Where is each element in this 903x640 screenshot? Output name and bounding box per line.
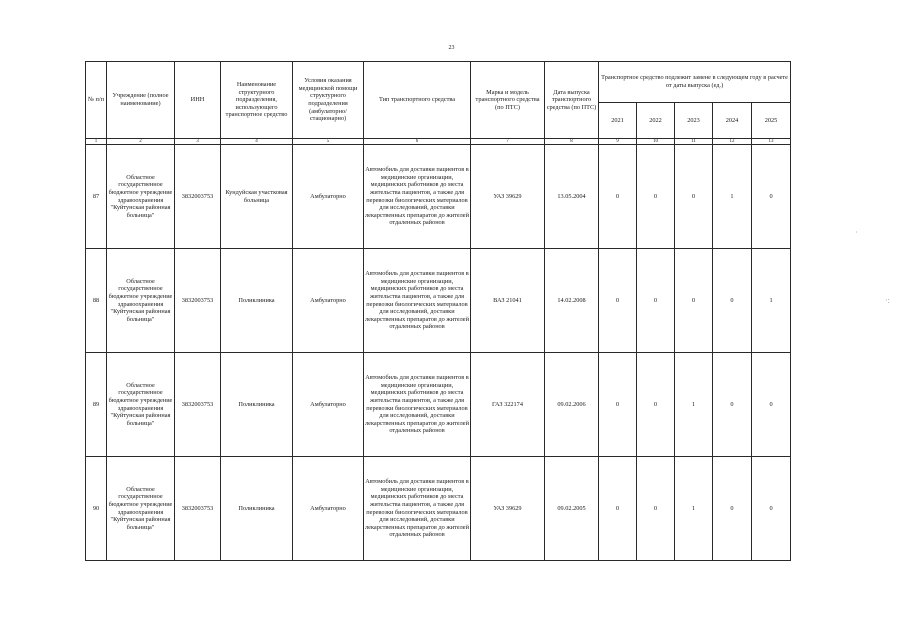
header-year: 2024 <box>713 103 752 139</box>
row-year-value: 0 <box>675 145 713 249</box>
row-inn: 3832003753 <box>175 249 221 353</box>
header-year: 2021 <box>599 103 637 139</box>
column-number: 9 <box>599 139 637 145</box>
row-conditions: Амбулаторно <box>293 457 364 561</box>
row-issue-date: 13.05.2004 <box>545 145 599 249</box>
header-inn: ИНН <box>175 62 221 139</box>
header-year: 2025 <box>752 103 791 139</box>
row-vehicle-type: Автомобиль для доставки пациентов в медицинские организации, медицинских работников до места жительства пациентов, а также для перевозки биологических материалов для исследований, доставки лекарственных препаратов до жителей отдаленных районов <box>364 353 471 457</box>
row-issue-date: 09.02.2005 <box>545 457 599 561</box>
header-year: 2023 <box>675 103 713 139</box>
row-inn: 3832003753 <box>175 353 221 457</box>
row-vehicle-type: Автомобиль для доставки пациентов в медицинские организации, медицинских работников до места жительства пациентов, а также для перевозки биологических материалов для исследований, доставки лекарственных препаратов до жителей отдаленных районов <box>364 145 471 249</box>
row-unit: Кундуйская участковая больница <box>221 145 293 249</box>
row-year-value: 1 <box>752 249 791 353</box>
column-number: 8 <box>545 139 599 145</box>
row-year-value: 0 <box>599 457 637 561</box>
row-year-value: 0 <box>637 145 675 249</box>
row-brand: УАЗ 39629 <box>471 145 545 249</box>
row-year-value: 0 <box>752 457 791 561</box>
column-number: 10 <box>637 139 675 145</box>
row-year-value: 0 <box>675 249 713 353</box>
row-inn: 3832003753 <box>175 457 221 561</box>
column-number: 13 <box>752 139 791 145</box>
row-issue-date: 14.02.2008 <box>545 249 599 353</box>
header-num: № п/п <box>86 62 107 139</box>
column-number: 6 <box>364 139 471 145</box>
row-year-value: 0 <box>752 145 791 249</box>
row-num: 87 <box>86 145 107 249</box>
row-year-value: 0 <box>637 353 675 457</box>
scan-artifact: · <box>855 228 858 237</box>
header-vehicle-type: Тип транспортного средства <box>364 62 471 139</box>
column-number: 2 <box>107 139 175 145</box>
row-institution: Областное государственное бюджетное учреждение здравоохранения "Куйтунская районная больница" <box>107 457 175 561</box>
table-row <box>86 353 791 457</box>
row-year-value: 1 <box>675 353 713 457</box>
header-conditions: Условия оказания медицинской помощи структурного подразделения (амбулаторно/стационарно) <box>293 62 364 139</box>
column-number: 12 <box>713 139 752 145</box>
column-number: 1 <box>86 139 107 145</box>
row-num: 88 <box>86 249 107 353</box>
row-brand: ВАЗ 21041 <box>471 249 545 353</box>
row-year-value: 0 <box>599 249 637 353</box>
row-brand: УАЗ 39629 <box>471 457 545 561</box>
row-vehicle-type: Автомобиль для доставки пациентов в медицинские организации, медицинских работников до места жительства пациентов, а также для перевозки биологических материалов для исследований, доставки лекарственных препаратов до жителей отдаленных районов <box>364 457 471 561</box>
row-conditions: Амбулаторно <box>293 145 364 249</box>
row-year-value: 0 <box>599 145 637 249</box>
header-unit: Наименование структурного подразделения, использующего транспортное средство <box>221 62 293 139</box>
page-number: 23 <box>448 45 455 51</box>
header-institution: Учреждение (полное наименование) <box>107 62 175 139</box>
row-year-value: 0 <box>752 353 791 457</box>
header-brand: Марка и модель транспортного средства (по ПТС) <box>471 62 545 139</box>
table-row <box>86 457 791 561</box>
row-year-value: 0 <box>713 353 752 457</box>
row-unit: Поликлиника <box>221 457 293 561</box>
vehicle-replacement-table <box>85 61 791 561</box>
row-unit: Поликлиника <box>221 353 293 457</box>
row-inn: 3832003753 <box>175 145 221 249</box>
row-unit: Поликлиника <box>221 249 293 353</box>
row-institution: Областное государственное бюджетное учреждение здравоохранения "Куйтунская районная больница" <box>107 353 175 457</box>
row-year-value: 0 <box>637 249 675 353</box>
header-replacement: Транспортное средство подлежит замене в следующем году в расчете от даты выпуска (ед.) <box>599 62 791 103</box>
table-row <box>86 145 791 249</box>
row-brand: ГАЗ 322174 <box>471 353 545 457</box>
column-number: 7 <box>471 139 545 145</box>
row-year-value: 0 <box>599 353 637 457</box>
row-num: 89 <box>86 353 107 457</box>
column-number: 5 <box>293 139 364 145</box>
row-vehicle-type: Автомобиль для доставки пациентов в медицинские организации, медицинских работников до места жительства пациентов, а также для перевозки биологических материалов для исследований, доставки лекарственных препаратов до жителей отдаленных районов <box>364 249 471 353</box>
table-row <box>86 249 791 353</box>
row-conditions: Амбулаторно <box>293 353 364 457</box>
row-issue-date: 09.02.2006 <box>545 353 599 457</box>
row-year-value: 0 <box>713 457 752 561</box>
row-year-value: 0 <box>637 457 675 561</box>
column-number: 3 <box>175 139 221 145</box>
row-year-value: 1 <box>675 457 713 561</box>
row-institution: Областное государственное бюджетное учреждение здравоохранения "Куйтунская районная больница" <box>107 145 175 249</box>
header-issue-date: Дата выпуска транспортного средства (по ПТС) <box>545 62 599 139</box>
row-conditions: Амбулаторно <box>293 249 364 353</box>
row-year-value: 0 <box>713 249 752 353</box>
column-number: 4 <box>221 139 293 145</box>
row-num: 90 <box>86 457 107 561</box>
scan-artifact: ·: <box>885 296 890 305</box>
row-institution: Областное государственное бюджетное учреждение здравоохранения "Куйтунская районная больница" <box>107 249 175 353</box>
header-year: 2022 <box>637 103 675 139</box>
row-year-value: 1 <box>713 145 752 249</box>
column-number: 11 <box>675 139 713 145</box>
